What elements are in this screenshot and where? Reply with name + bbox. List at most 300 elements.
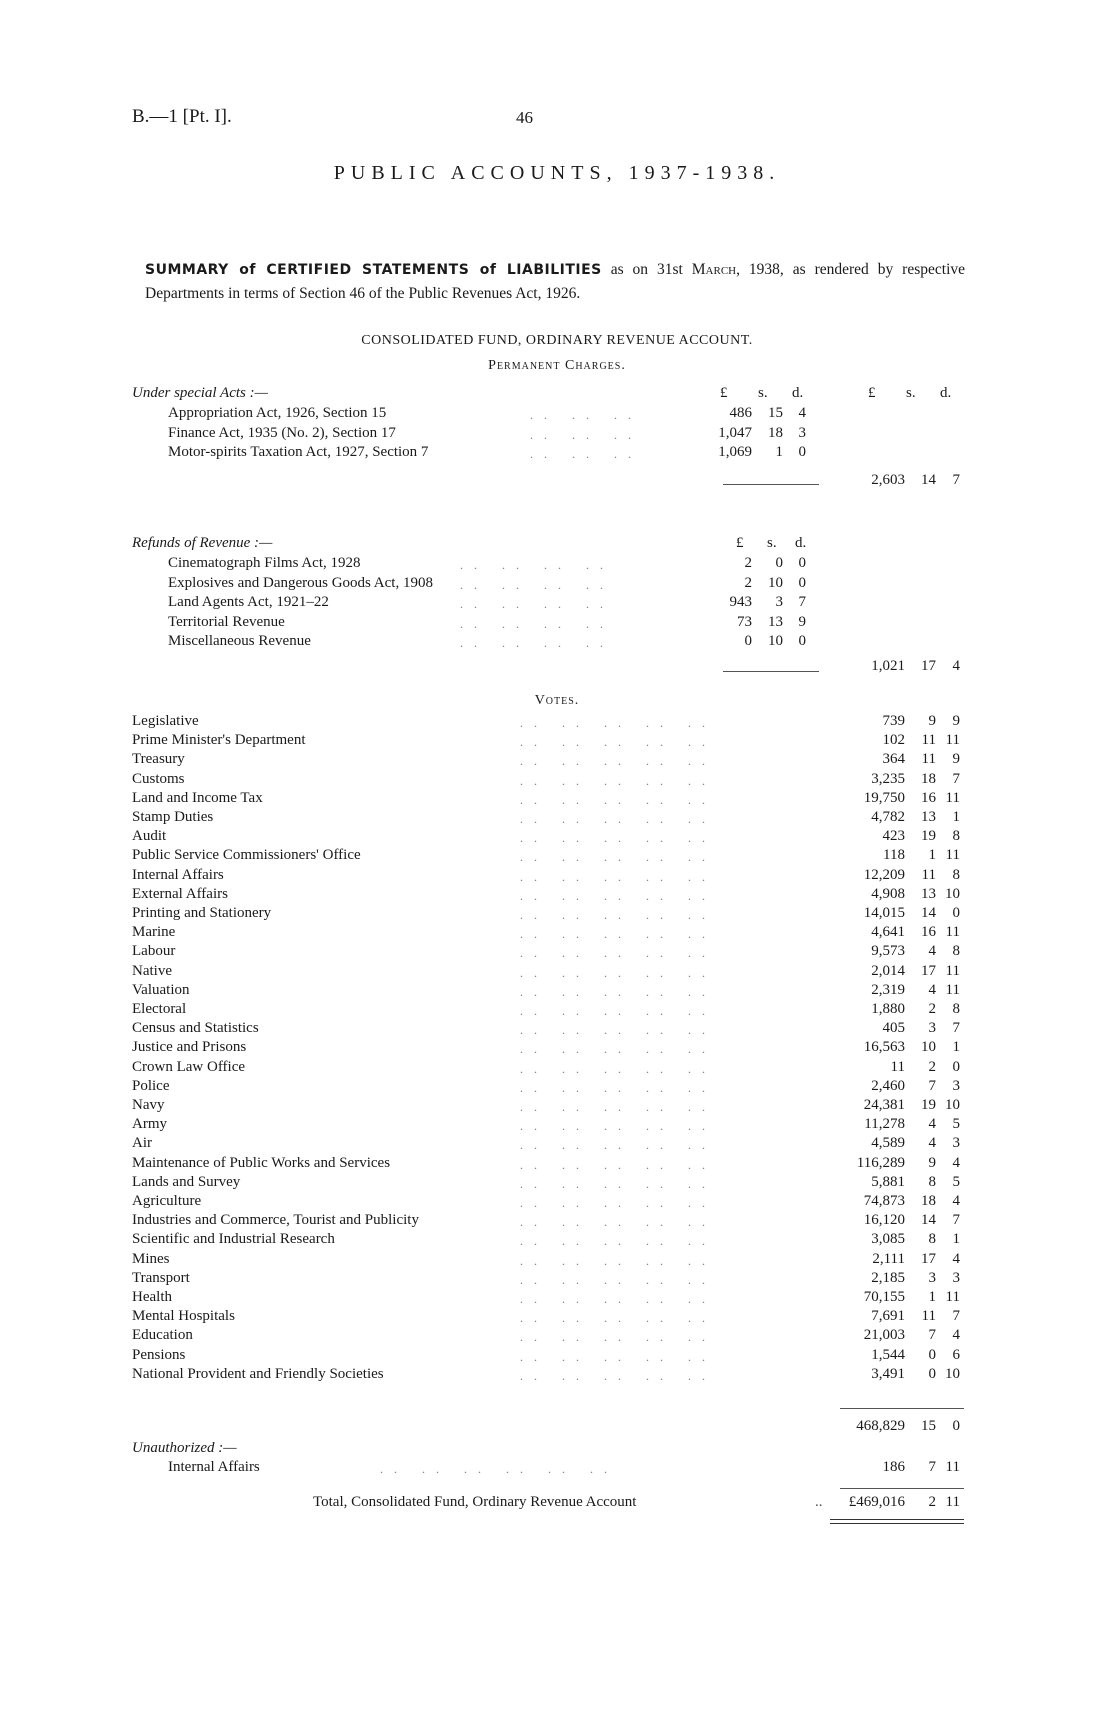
grand-total-label: Total, Consolidated Fund, Ordinary Revenue Account [313,1494,637,1510]
row-label: Industries and Commerce, Tourist and Publicity [132,1212,419,1229]
vote-row [0,713,1114,732]
votes-heading: Votes. [534,693,580,708]
amount-shillings: 8 [928,1231,936,1248]
row-label: Lands and Survey [132,1173,241,1190]
amount-pence: 5 [952,1173,960,1190]
amount-shillings: 0 [928,1346,936,1363]
amount-pence: 7 [952,1308,960,1325]
refunds-heading: Refunds of Revenue :— [132,535,273,551]
refunds-total-pounds: 1,021 [871,658,905,674]
vote-row [0,905,1114,924]
amount-pence: 4 [952,1193,960,1209]
amount-pence: 4 [798,405,806,421]
summary-text-rest: , 1938, as rendered by respective Departments in terms of Section 46 of the Public Revenues Act, 1926. [145,261,966,302]
dot-leader: .. .. .. .. .. [520,1176,716,1191]
vote-row [0,1116,1114,1135]
vote-row [0,828,1114,847]
vote-row [0,771,1114,790]
amount-shillings: 18 [921,1193,936,1209]
dot-leader: .. .. .. .. .. [520,1253,716,1268]
special-act-row [0,425,1114,444]
votes-subtotal-shillings: 15 [921,1418,936,1434]
amount-shillings: 0 [928,1365,936,1382]
amount-pounds: 118 [883,847,905,864]
amount-pence: 3 [952,1077,960,1094]
dot-leader: .. .. .. .. .. [520,984,716,999]
refund-row [0,555,1114,574]
row-label: Internal Affairs [168,1459,260,1475]
dot-leader: .. .. .. .. .. [520,1292,716,1306]
dot-leader: .. .. .. .. .. [520,1330,716,1345]
amount-pence: 10 [945,1097,960,1113]
grand-total-leader: .. [815,1494,823,1510]
amount-shillings: 4 [928,1135,936,1152]
row-label: Scientific and Industrial Research [132,1231,335,1248]
amount-pence: 8 [952,866,960,883]
special-total-shillings: 14 [921,472,936,488]
row-label: Crown Law Office [132,1058,246,1075]
amount-shillings: 7 [928,1077,936,1094]
permanent-charges-heading: Permanent Charges. [488,358,626,373]
amount-pounds: 4,641 [871,924,905,941]
amount-shillings: 2 [928,1001,936,1017]
amount-pence: 0 [798,574,806,591]
total-head-pence: d. [940,385,952,401]
row-label: National Provident and Friendly Societies [132,1365,384,1382]
dot-leader: .. .. .. .. [460,577,614,592]
vote-row [0,1155,1114,1174]
amount-pounds: 73 [737,613,752,630]
amount-shillings: 4 [928,1116,936,1133]
amount-pence: 11 [945,1289,960,1305]
vote-row [0,751,1114,770]
amount-pence: 8 [952,828,960,845]
row-label: Army [132,1116,167,1133]
row-label: Internal Affairs [132,866,224,883]
amount-pence: 1 [952,1039,960,1056]
amount-pence: 9 [952,713,960,729]
amount-pence: 0 [798,555,806,571]
dot-leader: .. .. .. .. .. [520,946,716,961]
amount-pounds: 70,155 [863,1289,905,1305]
row-label: Land Agents Act, 1921–22 [168,594,329,610]
special-acts-rule [723,484,819,485]
dot-leader: .. .. .. .. .. [520,1311,716,1326]
row-label: Customs [132,770,185,787]
dot-leader: .. .. .. .. .. [520,927,716,942]
row-label: Finance Act, 1935 (No. 2), Section 17 [168,424,396,441]
refund-row [0,633,1114,652]
amount-pence: 7 [952,1212,960,1229]
amount-shillings: 13 [921,809,936,825]
refunds-col-shillings: s. [767,535,777,551]
amount-shillings: 15 [768,405,783,421]
vote-row [0,886,1114,905]
special-act-row [0,444,1114,463]
amount-pounds: 5,881 [871,1173,905,1190]
vote-row [0,847,1114,866]
amount-pence: 4 [952,1327,960,1344]
amount-pence: 11 [945,962,960,979]
amount-pounds: 7,691 [871,1308,905,1325]
amount-pounds: 405 [882,1020,905,1037]
amount-pounds: 364 [882,751,905,768]
row-label: Appropriation Act, 1926, Section 15 [168,405,387,421]
vote-row [0,1347,1114,1366]
vote-row [0,732,1114,751]
row-label: Valuation [132,981,190,998]
amount-shillings: 14 [921,1212,936,1229]
dot-leader: .. .. .. .. .. [520,716,716,730]
unauthorized-heading: Unauthorized :— [132,1440,237,1456]
votes-subtotal-pounds: 468,829 [856,1418,905,1434]
dot-leader: .. .. .. .. .. [520,754,716,769]
row-label: Miscellaneous Revenue [168,633,311,649]
amount-pence: 3 [952,1135,960,1152]
amount-pence: 0 [798,444,806,460]
dot-leader: .. .. .. .. .. [520,888,716,903]
summary-month: March [691,261,737,278]
amount-pounds: 4,589 [871,1135,905,1152]
votes-subtotal-pence: 0 [952,1418,960,1434]
amount-pence: 11 [945,847,960,864]
row-label: Legislative [132,713,199,729]
amount-shillings: 8 [928,1173,936,1190]
vote-row [0,1020,1114,1039]
row-label: Education [132,1327,193,1344]
amount-pence: 7 [952,1020,960,1037]
dot-leader: .. .. .. .. .. [520,1196,716,1210]
row-label: Public Service Commissioners' Office [132,847,361,864]
row-label: Explosives and Dangerous Goods Act, 1908 [168,574,433,591]
amount-pounds: 24,381 [863,1097,905,1113]
amount-pence: 0 [798,633,806,649]
row-label: Electoral [132,1001,187,1017]
row-label: External Affairs [132,885,228,902]
dot-leader: .. .. .. .. .. [520,1100,716,1114]
row-label: Cinematograph Films Act, 1928 [168,555,361,571]
amount-pounds: 3,235 [871,770,905,787]
vote-row [0,1193,1114,1212]
amount-shillings: 18 [921,770,936,787]
summary-text: as on 31st [601,261,692,278]
dot-leader: .. .. .. .. .. [520,908,716,922]
dot-leader: .. .. .. .. .. [520,1157,716,1172]
vote-row [0,1135,1114,1154]
vote-row [0,1174,1114,1193]
row-label: Agriculture [132,1193,202,1209]
row-label: Stamp Duties [132,809,214,825]
amount-pounds: 2 [744,555,752,571]
vote-row [0,943,1114,962]
dot-leader: .. .. .. .. [460,636,614,650]
amount-pence: 11 [945,981,960,998]
dot-leader: .. .. .. .. .. [520,1215,716,1230]
amount-pounds: 2,111 [872,1250,905,1267]
total-head-pounds: £ [868,385,876,401]
amount-shillings: 14 [921,905,936,921]
amount-pounds: 186 [882,1459,905,1475]
amount-pounds: 3,085 [871,1231,905,1248]
amount-pounds: 9,573 [871,943,905,960]
row-label: Navy [132,1097,165,1113]
dot-leader: .. .. .. .. .. [520,1080,716,1095]
dot-leader: .. .. .. .. [460,558,614,572]
amount-shillings: 13 [921,885,936,902]
amount-shillings: 9 [928,1154,936,1171]
total-head-shillings: s. [906,385,916,401]
amount-shillings: 11 [921,732,936,749]
col-head-shillings: s. [758,385,768,401]
amount-pounds: 2,460 [871,1077,905,1094]
amount-pounds: 486 [729,405,752,421]
amount-shillings: 19 [921,1097,936,1113]
row-label: Justice and Prisons [132,1039,247,1056]
amount-pounds: 2,014 [871,962,905,979]
amount-pounds: 116,289 [856,1154,905,1171]
vote-row [0,1231,1114,1250]
vote-row [0,1251,1114,1270]
amount-pence: 11 [945,1459,960,1475]
row-label: Mines [132,1250,170,1267]
row-label: Labour [132,943,176,960]
dot-leader: .. .. .. [530,427,642,442]
amount-pounds: 739 [882,713,905,729]
amount-shillings: 2 [928,1058,936,1075]
row-label: Health [132,1289,172,1305]
amount-shillings: 11 [921,751,936,768]
amount-pence: 3 [798,424,806,441]
vote-row [0,809,1114,828]
row-label: Prime Minister's Department [132,732,306,749]
special-total-pence: 7 [952,472,960,488]
amount-pence: 0 [952,905,960,921]
refunds-col-pounds: £ [736,535,744,551]
dot-leader: .. .. .. .. .. [520,1368,716,1383]
amount-pence: 11 [945,924,960,941]
row-label: Transport [132,1269,190,1286]
amount-pounds: 423 [882,828,905,845]
amount-shillings: 17 [921,962,936,979]
amount-pounds: 2,185 [871,1269,905,1286]
amount-pence: 4 [952,1250,960,1267]
amount-pence: 10 [945,885,960,902]
amount-pence: 1 [952,809,960,825]
row-label: Pensions [132,1346,186,1363]
dot-leader: .. .. .. .. .. .. [380,1462,618,1476]
amount-pence: 1 [952,1231,960,1248]
amount-pounds: 1,880 [871,1001,905,1017]
amount-pence: 8 [952,1001,960,1017]
dot-leader: .. .. .. [530,408,642,422]
dot-leader: .. .. .. .. .. [520,773,716,788]
dot-leader: .. .. .. .. .. [520,1061,716,1076]
dot-leader: .. .. .. [530,447,642,461]
row-label: Police [132,1077,170,1094]
page-title: PUBLIC ACCOUNTS, 1937-1938. [333,162,781,184]
refunds-total-shillings: 17 [921,658,936,674]
amount-pounds: 0 [744,633,752,649]
dot-leader: .. .. .. .. .. [520,1023,716,1038]
special-acts-heading: Under special Acts :— [132,385,268,401]
amount-pence: 7 [798,594,806,610]
row-label: Printing and Stationery [132,905,272,921]
col-head-pence: d. [792,385,804,401]
amount-shillings: 3 [928,1020,936,1037]
amount-shillings: 3 [928,1269,936,1286]
vote-row [0,1289,1114,1308]
amount-shillings: 10 [768,633,783,649]
dot-leader: .. .. .. .. .. [520,965,716,980]
dot-leader: .. .. .. .. .. [520,735,716,750]
amount-pence: 9 [952,751,960,768]
amount-shillings: 17 [921,1250,936,1267]
dot-leader: .. .. .. .. [460,597,614,611]
amount-shillings: 1 [928,1289,936,1305]
amount-pence: 4 [952,1154,960,1171]
row-label: Maintenance of Public Works and Services [132,1154,391,1171]
row-label: Audit [132,828,167,845]
unauthorized-rule [840,1488,964,1489]
row-label: Motor-spirits Taxation Act, 1927, Section 7 [168,444,429,460]
vote-row [0,924,1114,943]
unauthorized-row [0,1459,1114,1478]
dot-leader: .. .. .. .. .. [520,1119,716,1134]
refund-row [0,594,1114,613]
amount-pounds: 4,782 [871,809,905,825]
special-act-row [0,405,1114,424]
row-label: Census and Statistics [132,1020,259,1037]
grand-total-double-rule [830,1519,964,1524]
row-label: Land and Income Tax [132,789,263,806]
vote-row [0,1039,1114,1058]
summary-paragraph [145,258,965,305]
amount-pounds: 11,278 [864,1116,905,1133]
amount-shillings: 3 [775,594,783,610]
amount-shillings: 16 [921,789,936,806]
vote-row [0,963,1114,982]
dot-leader: .. .. .. .. [460,616,614,631]
refunds-rule [723,671,819,672]
dot-leader: .. .. .. .. .. [520,1234,716,1249]
row-label: Marine [132,924,176,941]
amount-shillings: 9 [928,713,936,729]
amount-pounds: 19,750 [863,789,905,806]
amount-pounds: 102 [882,732,905,749]
amount-pounds: 21,003 [863,1327,905,1344]
refund-row [0,575,1114,594]
amount-pounds: 1,069 [718,444,752,460]
votes-rule [840,1408,964,1409]
amount-pence: 6 [952,1346,960,1363]
vote-row [0,867,1114,886]
dot-leader: .. .. .. .. .. [520,1042,716,1057]
vote-row [0,1308,1114,1327]
amount-pounds: 16,563 [863,1039,905,1056]
dot-leader: .. .. .. .. .. [520,812,716,826]
amount-pounds: 74,873 [863,1193,905,1209]
dot-leader: .. .. .. .. .. [520,1138,716,1153]
row-label: Territorial Revenue [168,613,285,630]
vote-row [0,1327,1114,1346]
amount-pounds: 1,544 [871,1346,905,1363]
amount-pence: 11 [945,732,960,749]
amount-pounds: 4,908 [871,885,905,902]
vote-row [0,1366,1114,1385]
refunds-col-pence: d. [795,535,807,551]
amount-shillings: 7 [928,1459,936,1475]
dot-leader: .. .. .. .. .. [520,1349,716,1364]
amount-pounds: 2 [744,574,752,591]
amount-pounds: 14,015 [863,905,905,921]
amount-pence: 11 [945,789,960,806]
amount-pence: 8 [952,943,960,960]
amount-pounds: 12,209 [863,866,905,883]
dot-leader: .. .. .. .. .. [520,869,716,884]
vote-row [0,982,1114,1001]
row-label: Mental Hospitals [132,1308,235,1325]
amount-shillings: 10 [921,1039,936,1056]
amount-shillings: 19 [921,828,936,845]
grand-total-shillings: 2 [928,1494,936,1510]
amount-shillings: 11 [921,866,936,883]
amount-shillings: 13 [768,613,783,630]
grand-total-pounds: £469,016 [848,1494,905,1510]
dot-leader: .. .. .. .. .. [520,850,716,865]
vote-row [0,1001,1114,1020]
col-head-pounds: £ [720,385,728,401]
amount-pounds: 16,120 [863,1212,905,1229]
grand-total-pence: 11 [945,1494,960,1510]
amount-shillings: 4 [928,981,936,998]
amount-shillings: 18 [768,424,783,441]
amount-shillings: 11 [921,1308,936,1325]
dot-leader: .. .. .. .. .. [520,831,716,846]
amount-pence: 3 [952,1269,960,1286]
amount-pounds: 3,491 [871,1365,905,1382]
row-label: Treasury [132,751,185,768]
amount-shillings: 1 [928,847,936,864]
amount-shillings: 16 [921,924,936,941]
document-reference: B.—1 [Pt. I]. [132,106,232,127]
amount-shillings: 10 [768,574,783,591]
vote-row [0,1059,1114,1078]
fund-heading: CONSOLIDATED FUND, ORDINARY REVENUE ACCOUNT. [361,333,753,348]
vote-row [0,790,1114,809]
vote-row [0,1212,1114,1231]
dot-leader: .. .. .. .. .. [520,1272,716,1287]
vote-row [0,1270,1114,1289]
amount-pence: 7 [952,770,960,787]
special-total-pounds: 2,603 [871,472,905,488]
amount-pence: 5 [952,1116,960,1133]
amount-pence: 9 [798,613,806,630]
refund-row [0,614,1114,633]
amount-pounds: 11 [890,1058,905,1075]
refunds-total-pence: 4 [952,658,960,674]
dot-leader: .. .. .. .. .. [520,792,716,807]
amount-pounds: 943 [729,594,752,610]
amount-shillings: 1 [775,444,783,460]
amount-shillings: 0 [775,555,783,571]
amount-pence: 0 [952,1058,960,1075]
amount-pence: 10 [945,1365,960,1382]
vote-row [0,1097,1114,1116]
row-label: Air [132,1135,152,1152]
amount-shillings: 4 [928,943,936,960]
row-label: Native [132,962,172,979]
summary-lead: SUMMARY of CERTIFIED STATEMENTS of LIABILITIES [145,262,602,278]
